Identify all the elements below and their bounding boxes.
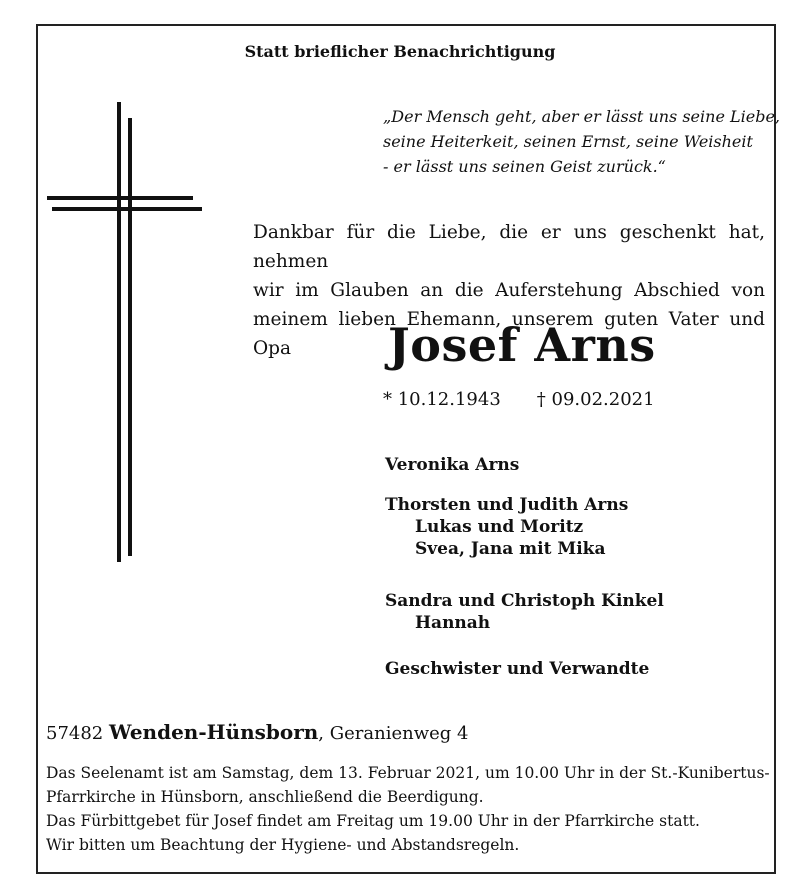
notes-line: Das Fürbittgebet für Josef findet am Freitag um 19.00 Uhr in der Pfarrkirche statt. bbox=[46, 812, 700, 830]
life-dates bbox=[383, 389, 655, 410]
address-street: , Geranienweg 4 bbox=[318, 723, 469, 744]
notes-line: Pfarrkirche in Hünsborn, anschließend die Beerdigung. bbox=[46, 788, 484, 806]
intro-line: wir im Glauben an die Auferstehung Abschied von bbox=[253, 280, 765, 301]
family-member: Thorsten und Judith Arns bbox=[385, 495, 629, 515]
cross-horizontal-bar-1 bbox=[47, 196, 193, 200]
cross-horizontal-bar-2 bbox=[52, 207, 202, 211]
cross-vertical-bar-1 bbox=[117, 102, 121, 562]
death-date: † 09.02.2021 bbox=[536, 389, 655, 410]
notice-header: Statt brieflicher Benachrichtigung bbox=[244, 42, 556, 61]
family-grandchildren: Lukas und Moritz bbox=[415, 517, 584, 537]
family-member: Sandra und Christoph Kinkel bbox=[385, 591, 664, 611]
address-zip: 57482 bbox=[46, 723, 104, 744]
family-grandchildren: Hannah bbox=[415, 613, 491, 633]
quote-line: - er lässt uns seinen Geist zurück.“ bbox=[383, 157, 666, 176]
family-grandchildren: Svea, Jana mit Mika bbox=[415, 539, 606, 559]
family-spouse: Veronika Arns bbox=[385, 455, 520, 475]
cross-vertical-bar-2 bbox=[128, 118, 132, 556]
intro-line: Dankbar für die Liebe, die er uns geschenkt hat, nehmen bbox=[253, 222, 765, 272]
address-city: Wenden-Hünsborn bbox=[109, 720, 319, 744]
quote bbox=[383, 104, 780, 179]
family-relatives: Geschwister und Verwandte bbox=[385, 659, 650, 679]
notes-line: Das Seelenamt ist am Samstag, dem 13. Februar 2021, um 10.00 Uhr in der St.-Kunibertus- bbox=[46, 764, 770, 782]
birth-date: * 10.12.1943 bbox=[383, 389, 501, 410]
notes-line: Wir bitten um Beachtung der Hygiene- und Abstandsregeln. bbox=[46, 836, 520, 854]
deceased-name: Josef Arns bbox=[388, 318, 656, 372]
quote-line: „Der Mensch geht, aber er lässt uns seine Liebe, bbox=[383, 107, 781, 126]
quote-line: seine Heiterkeit, seinen Ernst, seine Weisheit bbox=[383, 132, 753, 151]
address bbox=[46, 720, 468, 744]
intro-line: meinem lieben Ehemann, unserem guten Vater und Opa bbox=[253, 309, 765, 359]
family-child-1 bbox=[385, 495, 628, 559]
service-notes bbox=[46, 761, 771, 857]
family-child-2 bbox=[385, 591, 664, 633]
